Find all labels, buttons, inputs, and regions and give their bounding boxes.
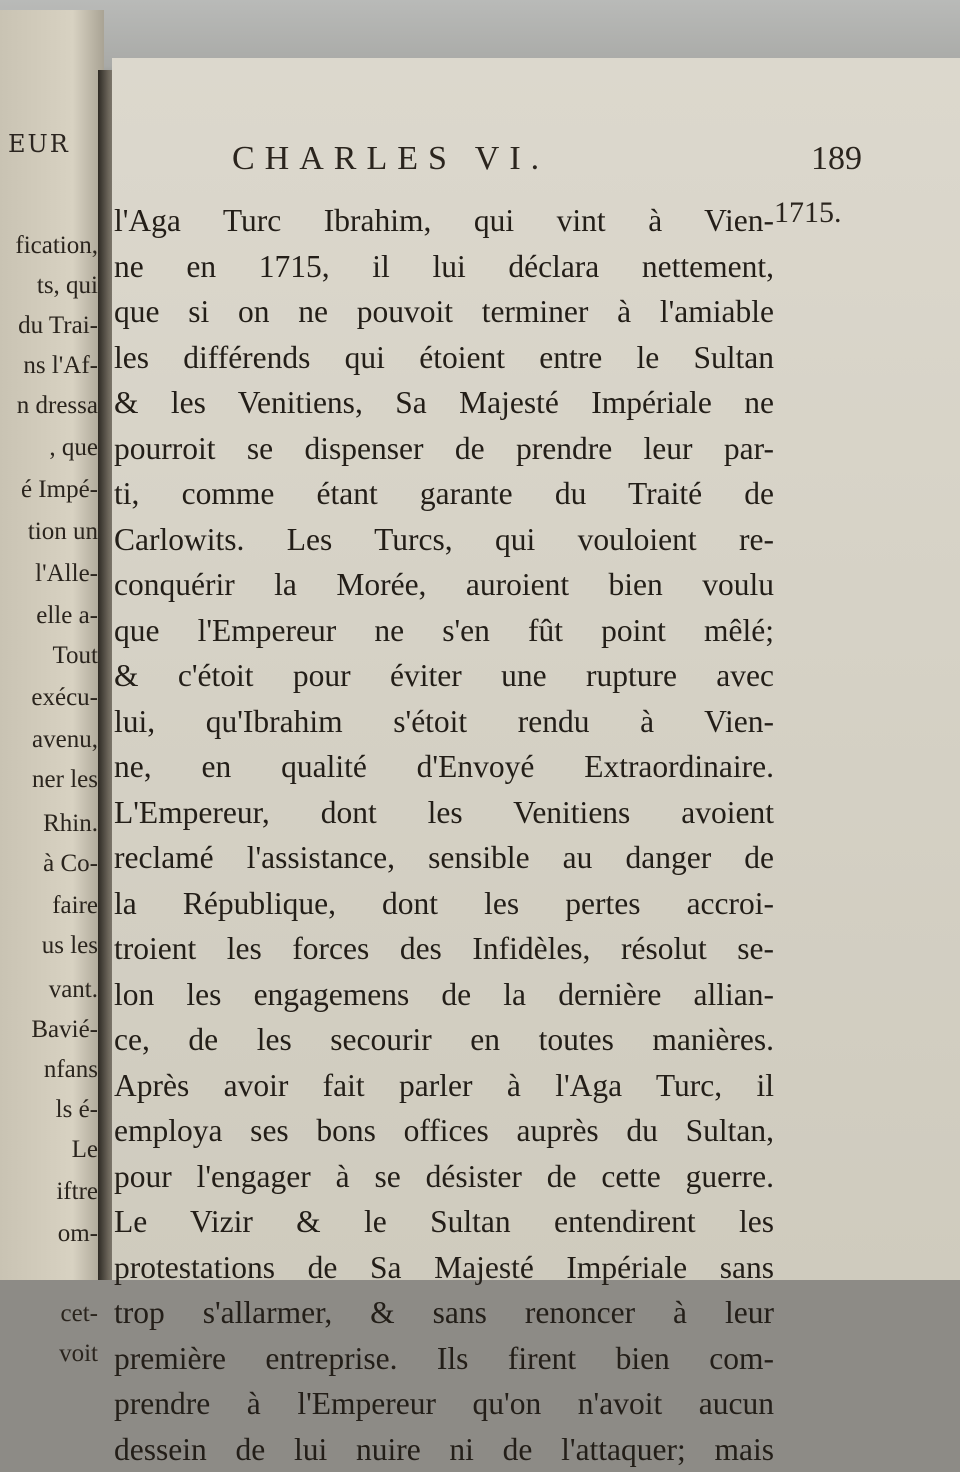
text-line: ne, en qualité d'Envoyé Extraordinaire. [114, 744, 774, 790]
body-text [114, 198, 774, 1472]
left-text-fragment: nfans [44, 1056, 98, 1084]
left-text-fragment: fication, [15, 232, 98, 260]
text-line: conquérir la Morée, auroient bien voulu [114, 562, 774, 608]
left-text-fragment: , que [49, 434, 98, 462]
text-line: les différends qui étoient entre le Sultan [114, 335, 774, 381]
left-text-fragment: ls é- [56, 1096, 98, 1124]
left-text-fragment: Bavié- [31, 1016, 98, 1044]
left-text-fragment: faire [52, 892, 98, 920]
text-line: première entreprise. Ils firent bien com- [114, 1336, 774, 1382]
text-line: prendre à l'Empereur qu'on n'avoit aucun [114, 1381, 774, 1427]
text-line: L'Empereur, dont les Venitiens avoient [114, 790, 774, 836]
left-text-fragment: us les [42, 932, 98, 960]
text-line: troient les forces des Infidèles, résolut se- [114, 926, 774, 972]
left-page-header: EUR [8, 130, 70, 158]
left-text-fragment: à Co- [43, 850, 98, 878]
running-head [232, 140, 882, 182]
left-text-fragment: ner les [32, 766, 98, 794]
left-text-fragment: n dressa [17, 392, 98, 420]
text-line: & les Venitiens, Sa Majesté Impériale ne [114, 380, 774, 426]
text-line: ce, de les secourir en toutes manières. [114, 1017, 774, 1063]
margin-year: 1715. [774, 196, 842, 230]
text-line: l'Aga Turc Ibrahim, qui vint à Vien- [114, 198, 774, 244]
text-line: employa ses bons offices auprès du Sultan, [114, 1108, 774, 1154]
left-text-fragment: Tout [53, 642, 98, 670]
text-line: que si on ne pouvoit terminer à l'amiable [114, 289, 774, 335]
left-text-fragment: Rhin. [43, 810, 98, 838]
text-line: la République, dont les pertes accroi- [114, 881, 774, 927]
text-line: lui, qu'Ibrahim s'étoit rendu à Vien- [114, 699, 774, 745]
text-line: ne en 1715, il lui déclara nettement, [114, 244, 774, 290]
left-text-fragment: elle a- [36, 602, 98, 630]
left-text-fragment: iftre [56, 1178, 98, 1206]
text-line: & c'étoit pour éviter une rupture avec [114, 653, 774, 699]
text-line: Après avoir fait parler à l'Aga Turc, il [114, 1063, 774, 1109]
text-line: Le Vizir & le Sultan entendirent les [114, 1199, 774, 1245]
left-text-fragment: é Impé- [21, 476, 98, 504]
text-line: protestations de Sa Majesté Impériale sans [114, 1245, 774, 1291]
left-text-fragment: du Trai- [18, 312, 98, 340]
left-text-fragment: om- [58, 1220, 98, 1248]
left-text-fragment: voit [59, 1340, 98, 1368]
text-line: ti, comme étant garante du Traité de [114, 471, 774, 517]
text-line: trop s'allarmer, & sans renoncer à leur [114, 1290, 774, 1336]
text-line: Carlowits. Les Turcs, qui vouloient re- [114, 517, 774, 563]
text-line: dessein de lui nuire ni de l'attaquer; mais [114, 1427, 774, 1472]
text-line: lon les engagemens de la dernière allian- [114, 972, 774, 1018]
left-text-fragment: l'Alle- [35, 560, 98, 588]
page-number: 189 [811, 140, 862, 178]
left-text-fragment: ts, qui [37, 272, 98, 300]
left-text-fragment: exécu- [31, 684, 98, 712]
text-line: reclamé l'assistance, sensible au danger de [114, 835, 774, 881]
left-text-fragment: ns l'Af- [23, 352, 98, 380]
left-text-fragment: Le [72, 1136, 98, 1164]
right-page [112, 58, 960, 1280]
running-title: CHARLES VI. [232, 140, 549, 178]
left-text-fragment: vant. [49, 976, 98, 1004]
left-text-fragment: avenu, [32, 726, 98, 754]
text-line: pour l'engager à se désister de cette guerre. [114, 1154, 774, 1200]
text-line: pourroit se dispenser de prendre leur par- [114, 426, 774, 472]
text-line: que l'Empereur ne s'en fût point mêlé; [114, 608, 774, 654]
left-page [0, 10, 104, 1280]
left-text-fragment: tion un [28, 518, 98, 546]
left-text-fragment: cet- [61, 1300, 98, 1328]
